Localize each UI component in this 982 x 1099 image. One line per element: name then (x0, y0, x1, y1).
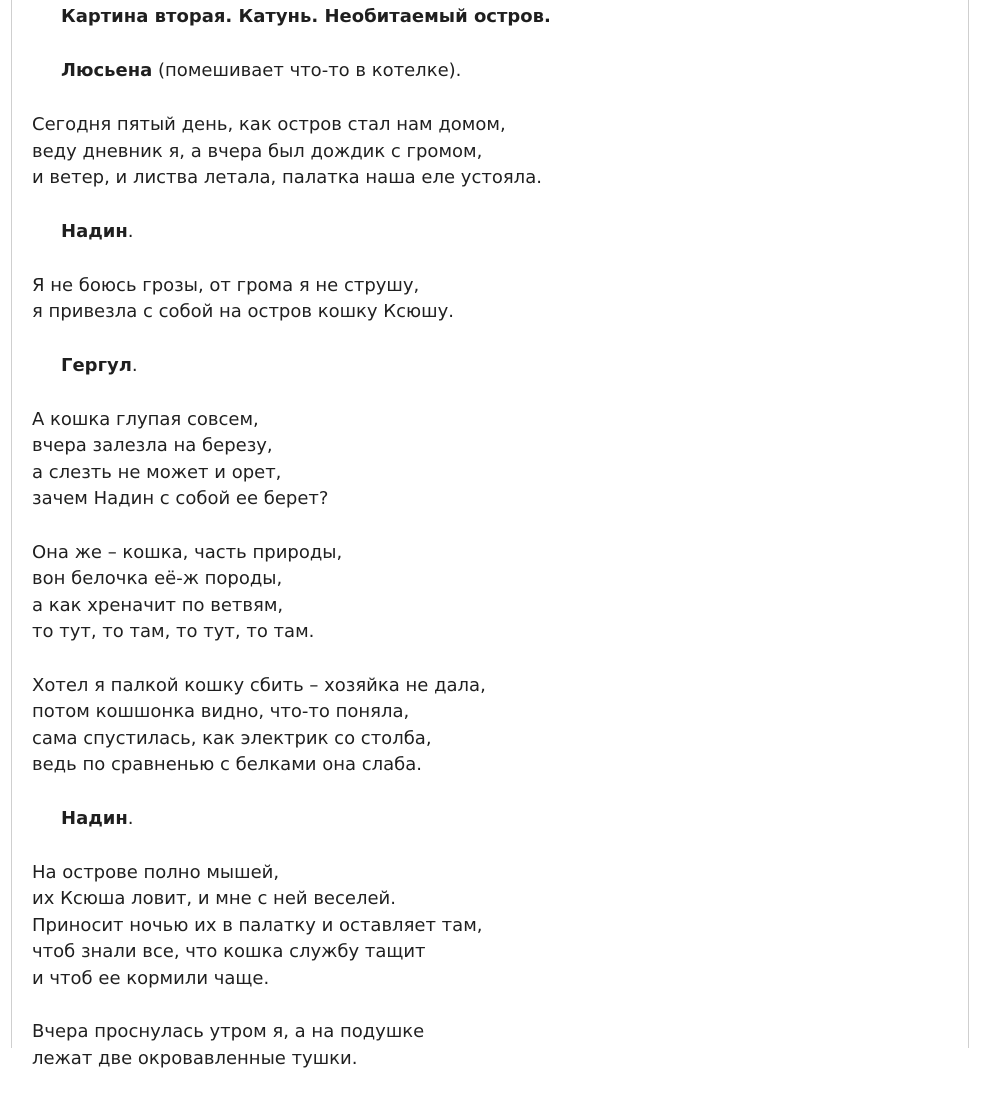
speaker-line (61, 58, 948, 84)
play-text (32, 4, 948, 1099)
stanza (32, 112, 948, 192)
speaker-name: Надин (61, 807, 128, 829)
verse-line: вчера залезла на березу, (32, 435, 273, 456)
verse-line: На острове полно мышей, (32, 861, 280, 883)
verse-line: то тут, то там, то тут, то там. (32, 621, 315, 642)
verse-line: Сегодня пятый день, как остров стал нам домом, (32, 114, 506, 135)
verse-line: Я не боюсь грозы, от грома я не струшу, (32, 274, 420, 296)
speaker-line (61, 353, 948, 379)
speaker-line (61, 806, 948, 832)
verse-line: сама спустилась, как электрик со столба, (32, 727, 432, 749)
verse-line: Хотел я палкой кошку сбить – хозяйка не дала, (32, 674, 486, 696)
verse-line: чтоб знали все, что кошка службу тащит (32, 941, 426, 962)
verse-line: их Ксюша ловит, и мне с ней веселей. (32, 888, 396, 909)
verse-line: и чтоб ее кормили чаще. (32, 967, 270, 989)
stage-direction: . (127, 220, 134, 242)
verse-line: Приносит ночью их в палатку и оставляет там, (32, 914, 483, 936)
verse-line: А кошка глупая совсем, (32, 408, 259, 430)
speaker-name: Люсьена (61, 60, 153, 81)
verse-line: Она же – кошка, часть природы, (32, 541, 343, 563)
verse-line: потом кошшонка видно, что-то поняла, (32, 701, 410, 722)
verse-line: ведь по сравненью с белками она слаба. (32, 754, 423, 775)
stanza (32, 407, 948, 513)
verse-line: лежат две окровавленные тушки. (32, 1047, 358, 1069)
verse-line: а слезть не может и орет, (32, 461, 282, 483)
stanza (32, 860, 948, 993)
verse-line: веду дневник я, а вчера был дождик с громом, (32, 140, 483, 162)
verse-line: а как хреначит по ветвям, (32, 594, 284, 616)
verse-line: я привезла с собой на остров кошку Ксюшу. (32, 301, 454, 322)
stanza (32, 273, 948, 326)
speaker-name: Надин (61, 220, 128, 242)
stanza (32, 673, 948, 779)
stage-direction: (помешивает что-то в котелке). (152, 60, 462, 81)
verse-line: зачем Надин с собой ее берет? (32, 488, 329, 509)
document-page (11, 0, 969, 1069)
stage-direction: . (127, 807, 134, 829)
speaker-line (61, 219, 948, 245)
verse-line: вон белочка её-ж породы, (32, 568, 283, 589)
stanza (32, 1019, 948, 1072)
stage-direction: . (131, 354, 138, 376)
verse-line: Вчера проснулась утром я, а на подушке (32, 1021, 425, 1042)
scene-title: Картина вторая. Катунь. Необитаемый остров. (61, 6, 551, 27)
verse-line: и ветер, и листва летала, палатка наша еле устояла. (32, 167, 542, 188)
speaker-name: Гергул (61, 354, 132, 376)
stanza (32, 540, 948, 646)
